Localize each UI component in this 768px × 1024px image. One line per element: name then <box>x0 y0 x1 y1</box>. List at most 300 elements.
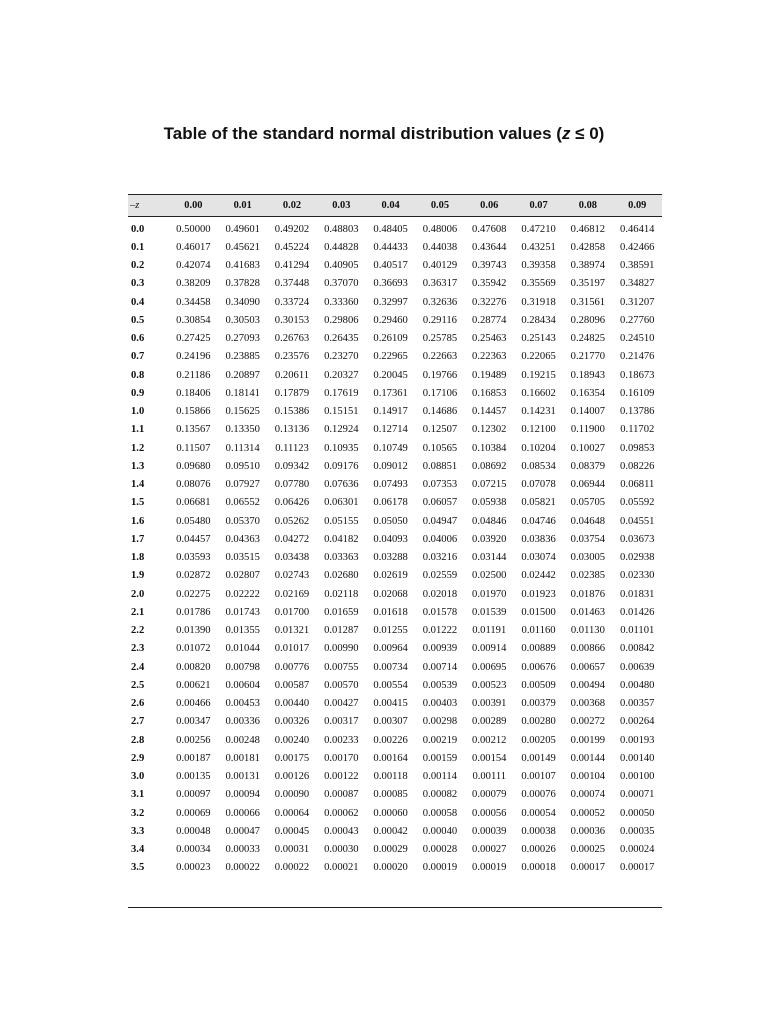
probability-cell: 0.01876 <box>570 588 606 600</box>
probability-cell: 0.12507 <box>422 424 458 436</box>
probability-cell: 0.05705 <box>570 497 606 509</box>
probability-cell: 0.00135 <box>176 771 211 783</box>
probability-cell: 0.00035 <box>620 825 655 837</box>
probability-cell: 0.27093 <box>225 333 260 345</box>
z-value-cell: 0.2 <box>131 260 145 272</box>
probability-cell: 0.20045 <box>373 369 408 381</box>
probability-cell: 0.34090 <box>225 296 260 308</box>
probability-cell: 0.07078 <box>521 479 556 491</box>
z-value-cell: 2.9 <box>131 752 145 764</box>
probability-cell: 0.42466 <box>620 241 655 253</box>
probability-cell: 0.09176 <box>324 460 359 472</box>
probability-cell: 0.25143 <box>521 333 556 345</box>
probability-cell: 0.18943 <box>570 369 606 381</box>
probability-cell: 0.12100 <box>521 424 556 436</box>
probability-cell: 0.01390 <box>176 625 211 637</box>
probability-cell: 0.01700 <box>274 606 310 618</box>
probability-cell: 0.36693 <box>373 278 408 290</box>
probability-cell: 0.01044 <box>225 643 260 655</box>
probability-cell: 0.46414 <box>620 223 655 235</box>
probability-cell: 0.12924 <box>324 424 359 436</box>
probability-cell: 0.35942 <box>472 278 507 290</box>
table-row <box>128 257 662 275</box>
z-value-cell: 2.4 <box>131 661 145 673</box>
table-row <box>128 640 662 658</box>
probability-cell: 0.35197 <box>570 278 606 290</box>
probability-cell: 0.00019 <box>472 862 507 874</box>
z-value-cell: 3.3 <box>131 825 145 837</box>
probability-cell: 0.42858 <box>570 241 606 253</box>
probability-cell: 0.04006 <box>422 533 458 545</box>
z-value-cell: 1.5 <box>131 497 145 509</box>
probability-cell: 0.38209 <box>176 278 211 290</box>
probability-cell: 0.07353 <box>422 479 458 491</box>
z-value-cell: 1.6 <box>131 515 145 527</box>
column-header: 0.09 <box>628 200 647 211</box>
probability-cell: 0.05480 <box>176 515 211 527</box>
probability-cell: 0.00033 <box>225 844 260 856</box>
probability-cell: 0.24510 <box>620 333 655 345</box>
probability-cell: 0.00104 <box>570 771 606 783</box>
probability-cell: 0.18141 <box>225 387 260 399</box>
table-row <box>128 859 662 877</box>
probability-cell: 0.11507 <box>176 442 211 454</box>
probability-cell: 0.38591 <box>620 260 655 272</box>
table-row <box>128 731 662 749</box>
probability-cell: 0.09510 <box>225 460 260 472</box>
probability-cell: 0.09680 <box>176 460 211 472</box>
probability-cell: 0.00820 <box>176 661 211 673</box>
probability-cell: 0.13567 <box>176 424 211 436</box>
probability-cell: 0.00090 <box>274 789 310 801</box>
probability-cell: 0.00639 <box>620 661 655 673</box>
z-value-cell: 0.6 <box>131 333 145 345</box>
probability-cell: 0.02680 <box>324 570 359 582</box>
probability-cell: 0.14007 <box>570 406 606 418</box>
probability-cell: 0.00440 <box>274 698 310 710</box>
probability-cell: 0.00554 <box>373 679 408 691</box>
probability-cell: 0.20611 <box>274 369 310 381</box>
probability-cell: 0.00017 <box>570 862 606 874</box>
z-value-cell: 2.2 <box>131 625 145 637</box>
probability-cell: 0.03515 <box>225 552 260 564</box>
probability-cell: 0.00714 <box>422 661 458 673</box>
probability-cell: 0.00205 <box>521 734 556 746</box>
probability-cell: 0.00118 <box>373 771 408 783</box>
table-row <box>128 238 662 256</box>
z-value-cell: 0.1 <box>131 241 145 253</box>
header-row <box>128 195 662 216</box>
probability-cell: 0.04648 <box>570 515 606 527</box>
probability-cell: 0.00307 <box>373 716 408 728</box>
probability-cell: 0.01539 <box>472 606 507 618</box>
probability-cell: 0.00056 <box>472 807 507 819</box>
probability-cell: 0.04093 <box>373 533 408 545</box>
probability-cell: 0.48405 <box>373 223 408 235</box>
probability-cell: 0.00368 <box>570 698 606 710</box>
probability-cell: 0.25463 <box>472 333 507 345</box>
probability-cell: 0.10027 <box>570 442 606 454</box>
z-value-cell: 0.9 <box>131 387 145 399</box>
table-row <box>128 695 662 713</box>
probability-cell: 0.00100 <box>620 771 655 783</box>
probability-cell: 0.00144 <box>570 752 606 764</box>
probability-cell: 0.02222 <box>225 588 260 600</box>
probability-cell: 0.20897 <box>225 369 260 381</box>
probability-cell: 0.06178 <box>373 497 408 509</box>
probability-cell: 0.00036 <box>570 825 606 837</box>
probability-cell: 0.01786 <box>176 606 211 618</box>
probability-cell: 0.00111 <box>472 771 507 783</box>
probability-cell: 0.04846 <box>472 515 507 527</box>
probability-cell: 0.02068 <box>373 588 408 600</box>
probability-cell: 0.10935 <box>324 442 359 454</box>
probability-cell: 0.04551 <box>620 515 655 527</box>
probability-cell: 0.01101 <box>620 625 655 637</box>
probability-cell: 0.40129 <box>422 260 458 272</box>
probability-cell: 0.00226 <box>373 734 408 746</box>
probability-cell: 0.30503 <box>225 314 260 326</box>
probability-cell: 0.41294 <box>274 260 310 272</box>
probability-cell: 0.01222 <box>422 625 458 637</box>
probability-cell: 0.01426 <box>620 606 655 618</box>
probability-cell: 0.06681 <box>176 497 211 509</box>
probability-cell: 0.44038 <box>422 241 458 253</box>
probability-cell: 0.00212 <box>472 734 507 746</box>
probability-cell: 0.03754 <box>570 533 606 545</box>
probability-cell: 0.00069 <box>176 807 211 819</box>
probability-cell: 0.01160 <box>521 625 556 637</box>
probability-cell: 0.47210 <box>521 223 556 235</box>
probability-cell: 0.47608 <box>472 223 507 235</box>
probability-cell: 0.15386 <box>274 406 310 418</box>
probability-cell: 0.08692 <box>472 460 507 472</box>
probability-cell: 0.00842 <box>620 643 655 655</box>
probability-cell: 0.00038 <box>521 825 556 837</box>
probability-cell: 0.13350 <box>225 424 260 436</box>
probability-cell: 0.00062 <box>324 807 359 819</box>
table-row <box>128 549 662 567</box>
z-value-cell: 2.6 <box>131 698 145 710</box>
column-header: 0.05 <box>430 200 450 211</box>
probability-cell: 0.01355 <box>225 625 260 637</box>
probability-cell: 0.00154 <box>472 752 507 764</box>
table-row <box>128 622 662 640</box>
probability-cell: 0.00326 <box>274 716 310 728</box>
probability-cell: 0.00336 <box>225 716 260 728</box>
probability-cell: 0.00621 <box>176 679 211 691</box>
probability-cell: 0.00347 <box>176 716 211 728</box>
probability-cell: 0.26435 <box>324 333 359 345</box>
probability-cell: 0.42074 <box>176 260 211 272</box>
probability-cell: 0.00020 <box>373 862 408 874</box>
probability-cell: 0.03005 <box>570 552 606 564</box>
probability-cell: 0.01321 <box>274 625 310 637</box>
probability-cell: 0.34827 <box>620 278 655 290</box>
probability-cell: 0.00480 <box>620 679 655 691</box>
probability-cell: 0.03438 <box>274 552 310 564</box>
table-row <box>128 293 662 311</box>
probability-cell: 0.00054 <box>521 807 556 819</box>
z-value-cell: 3.2 <box>131 807 145 819</box>
probability-cell: 0.31918 <box>521 296 556 308</box>
title-prefix: Table of the standard normal distribution values ( <box>163 124 562 143</box>
probability-cell: 0.00027 <box>472 844 507 856</box>
probability-cell: 0.00047 <box>225 825 260 837</box>
z-value-cell: 0.4 <box>131 296 145 308</box>
probability-cell: 0.40517 <box>373 260 408 272</box>
probability-cell: 0.00107 <box>521 771 556 783</box>
probability-cell: 0.08076 <box>176 479 211 491</box>
probability-cell: 0.02018 <box>422 588 458 600</box>
bottom-rule <box>128 907 662 908</box>
probability-cell: 0.10384 <box>472 442 507 454</box>
table-row <box>128 530 662 548</box>
probability-cell: 0.00187 <box>176 752 211 764</box>
probability-cell: 0.15151 <box>324 406 359 418</box>
z-value-cell: 3.1 <box>131 789 145 801</box>
probability-cell: 0.00085 <box>373 789 408 801</box>
probability-cell: 0.13786 <box>620 406 655 418</box>
probability-cell: 0.32276 <box>472 296 507 308</box>
z-value-cell: 1.1 <box>131 424 145 436</box>
probability-cell: 0.01191 <box>472 625 507 637</box>
probability-cell: 0.43644 <box>472 241 507 253</box>
table-body <box>128 216 662 877</box>
probability-cell: 0.00031 <box>274 844 310 856</box>
probability-cell: 0.00021 <box>324 862 359 874</box>
probability-cell: 0.00066 <box>225 807 260 819</box>
probability-cell: 0.00248 <box>225 734 260 746</box>
probability-cell: 0.07927 <box>225 479 260 491</box>
probability-cell: 0.27425 <box>176 333 211 345</box>
page-title <box>0 124 768 144</box>
probability-cell: 0.30153 <box>274 314 310 326</box>
probability-cell: 0.05262 <box>274 515 310 527</box>
z-value-cell: 0.5 <box>131 314 145 326</box>
probability-cell: 0.00403 <box>422 698 458 710</box>
column-header: 0.00 <box>184 200 203 211</box>
column-header: 0.08 <box>578 200 597 211</box>
probability-cell: 0.05821 <box>521 497 556 509</box>
probability-cell: 0.22363 <box>472 351 507 363</box>
probability-cell: 0.32636 <box>422 296 458 308</box>
probability-cell: 0.39358 <box>521 260 556 272</box>
probability-cell: 0.00523 <box>472 679 507 691</box>
probability-cell: 0.00028 <box>422 844 458 856</box>
probability-cell: 0.12714 <box>373 424 408 436</box>
probability-cell: 0.37070 <box>324 278 359 290</box>
probability-cell: 0.00193 <box>620 734 655 746</box>
probability-cell: 0.07215 <box>472 479 507 491</box>
probability-cell: 0.00170 <box>324 752 359 764</box>
probability-cell: 0.00219 <box>422 734 458 746</box>
probability-cell: 0.14686 <box>422 406 458 418</box>
probability-cell: 0.16602 <box>521 387 556 399</box>
probability-cell: 0.39743 <box>472 260 507 272</box>
probability-cell: 0.19215 <box>521 369 556 381</box>
probability-cell: 0.00164 <box>373 752 408 764</box>
table-row <box>128 786 662 804</box>
probability-cell: 0.02807 <box>225 570 260 582</box>
probability-cell: 0.00058 <box>422 807 458 819</box>
probability-cell: 0.03216 <box>422 552 458 564</box>
probability-cell: 0.35569 <box>521 278 556 290</box>
probability-cell: 0.00050 <box>620 807 655 819</box>
probability-cell: 0.02169 <box>274 588 310 600</box>
z-value-cell: 1.0 <box>131 406 145 418</box>
probability-cell: 0.01463 <box>570 606 606 618</box>
column-header: 0.02 <box>282 200 302 211</box>
z-value-cell: 0.0 <box>131 223 145 235</box>
probability-cell: 0.00029 <box>373 844 408 856</box>
probability-cell: 0.00357 <box>620 698 655 710</box>
probability-cell: 0.11702 <box>620 424 655 436</box>
table-row <box>128 804 662 822</box>
probability-cell: 0.02118 <box>324 588 359 600</box>
z-value-cell: 2.7 <box>131 716 145 728</box>
probability-cell: 0.48006 <box>422 223 458 235</box>
probability-cell: 0.00126 <box>274 771 310 783</box>
z-value-cell: 0.8 <box>131 369 145 381</box>
probability-cell: 0.00509 <box>521 679 556 691</box>
probability-cell: 0.00017 <box>620 862 655 874</box>
probability-cell: 0.00280 <box>521 716 556 728</box>
column-header: 0.04 <box>381 200 400 211</box>
z-value-cell: 0.3 <box>131 278 145 290</box>
probability-cell: 0.13136 <box>274 424 310 436</box>
probability-cell: 0.03363 <box>324 552 359 564</box>
probability-cell: 0.00094 <box>225 789 260 801</box>
z-value-cell: 2.5 <box>131 679 145 691</box>
probability-cell: 0.00181 <box>225 752 260 764</box>
table-row <box>128 749 662 767</box>
probability-cell: 0.22965 <box>373 351 408 363</box>
table-row <box>128 841 662 859</box>
table-row <box>128 768 662 786</box>
z-value-cell: 2.1 <box>131 606 145 618</box>
probability-cell: 0.28096 <box>570 314 606 326</box>
probability-cell: 0.04272 <box>274 533 310 545</box>
probability-cell: 0.00289 <box>472 716 507 728</box>
probability-cell: 0.00019 <box>422 862 458 874</box>
table-row <box>128 348 662 366</box>
probability-cell: 0.00199 <box>570 734 606 746</box>
probability-cell: 0.00604 <box>225 679 260 691</box>
probability-cell: 0.10749 <box>373 442 408 454</box>
probability-cell: 0.01500 <box>521 606 556 618</box>
probability-cell: 0.00264 <box>620 716 655 728</box>
probability-cell: 0.00256 <box>176 734 211 746</box>
probability-cell: 0.26109 <box>373 333 408 345</box>
column-header: 0.03 <box>332 200 351 211</box>
probability-cell: 0.08226 <box>620 460 655 472</box>
probability-cell: 0.38974 <box>570 260 606 272</box>
probability-cell: 0.17619 <box>324 387 359 399</box>
probability-cell: 0.29116 <box>422 314 457 326</box>
probability-cell: 0.00025 <box>570 844 606 856</box>
probability-cell: 0.02442 <box>521 570 556 582</box>
probability-cell: 0.00076 <box>521 789 556 801</box>
probability-cell: 0.02330 <box>620 570 655 582</box>
table-row <box>128 457 662 475</box>
table-row <box>128 567 662 585</box>
probability-cell: 0.24196 <box>176 351 211 363</box>
probability-cell: 0.00097 <box>176 789 211 801</box>
probability-cell: 0.00755 <box>324 661 359 673</box>
probability-cell: 0.22663 <box>422 351 458 363</box>
probability-cell: 0.02275 <box>176 588 211 600</box>
probability-cell: 0.01287 <box>324 625 359 637</box>
probability-cell: 0.24825 <box>570 333 606 345</box>
probability-cell: 0.00866 <box>570 643 606 655</box>
probability-cell: 0.30854 <box>176 314 211 326</box>
probability-cell: 0.45621 <box>225 241 260 253</box>
table-row <box>128 275 662 293</box>
z-value-cell: 3.5 <box>131 862 145 874</box>
probability-cell: 0.04457 <box>176 533 211 545</box>
probability-cell: 0.00587 <box>274 679 310 691</box>
probability-cell: 0.00026 <box>521 844 556 856</box>
probability-cell: 0.48803 <box>324 223 359 235</box>
probability-cell: 0.07780 <box>274 479 310 491</box>
probability-cell: 0.46017 <box>176 241 211 253</box>
probability-cell: 0.01130 <box>570 625 605 637</box>
z-value-cell: 3.0 <box>131 771 145 783</box>
probability-cell: 0.18406 <box>176 387 211 399</box>
probability-cell: 0.23885 <box>225 351 260 363</box>
probability-cell: 0.00042 <box>373 825 408 837</box>
probability-cell: 0.03074 <box>521 552 556 564</box>
probability-cell: 0.29806 <box>324 314 359 326</box>
probability-cell: 0.00734 <box>373 661 408 673</box>
probability-cell: 0.00427 <box>324 698 359 710</box>
probability-cell: 0.09342 <box>274 460 310 472</box>
probability-cell: 0.22065 <box>521 351 556 363</box>
table-row <box>128 403 662 421</box>
probability-cell: 0.33360 <box>324 296 359 308</box>
probability-cell: 0.01743 <box>225 606 260 618</box>
probability-cell: 0.34458 <box>176 296 211 308</box>
probability-cell: 0.40905 <box>324 260 359 272</box>
probability-cell: 0.00082 <box>422 789 458 801</box>
probability-cell: 0.16853 <box>472 387 507 399</box>
probability-cell: 0.11314 <box>225 442 260 454</box>
probability-cell: 0.17879 <box>274 387 310 399</box>
z-value-cell: 3.4 <box>131 844 145 856</box>
probability-cell: 0.21770 <box>570 351 606 363</box>
probability-cell: 0.14917 <box>373 406 408 418</box>
probability-cell: 0.05370 <box>225 515 260 527</box>
table-row <box>128 421 662 439</box>
probability-cell: 0.01072 <box>176 643 211 655</box>
probability-cell: 0.03920 <box>472 533 507 545</box>
probability-cell: 0.00494 <box>570 679 606 691</box>
probability-cell: 0.26763 <box>274 333 310 345</box>
probability-cell: 0.15866 <box>176 406 211 418</box>
probability-cell: 0.27760 <box>620 314 655 326</box>
z-value-cell: 2.3 <box>131 643 145 655</box>
probability-cell: 0.02385 <box>570 570 606 582</box>
probability-cell: 0.16109 <box>620 387 655 399</box>
probability-cell: 0.00233 <box>324 734 359 746</box>
probability-cell: 0.00048 <box>176 825 211 837</box>
probability-cell: 0.05592 <box>620 497 655 509</box>
probability-cell: 0.00657 <box>570 661 606 673</box>
probability-cell: 0.06552 <box>225 497 260 509</box>
z-value-cell: 1.8 <box>131 552 145 564</box>
probability-cell: 0.00131 <box>225 771 260 783</box>
